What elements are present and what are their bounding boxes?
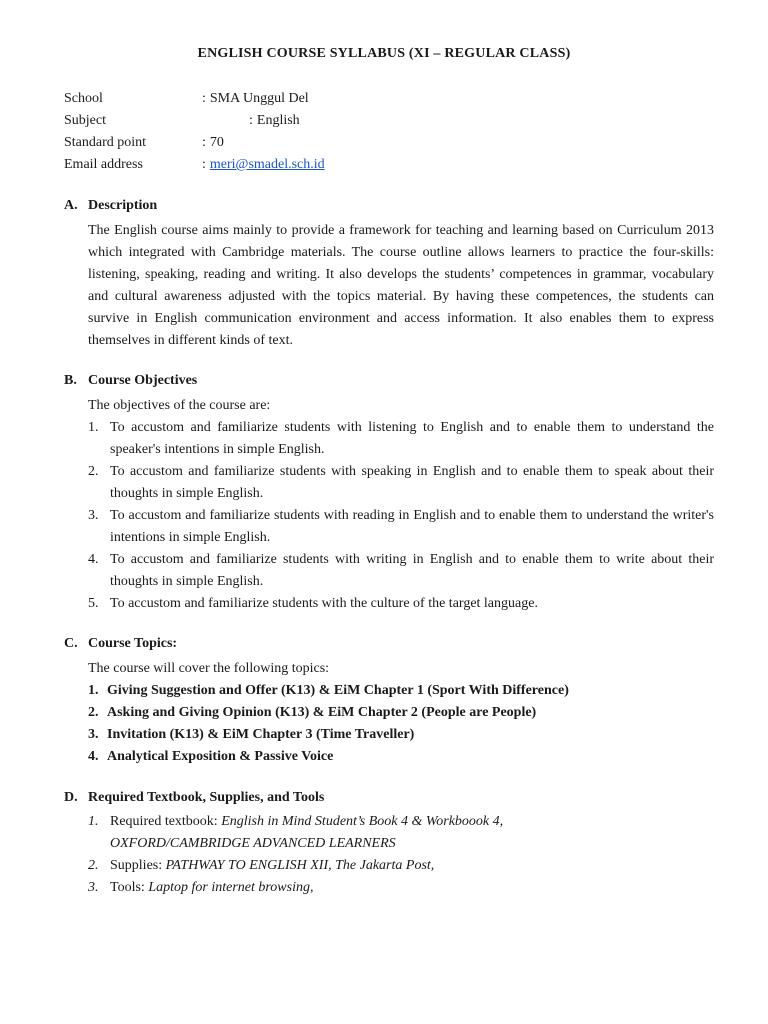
item-number: 1. <box>88 683 99 698</box>
item-label: Tools: <box>110 880 149 895</box>
item-text: Giving Suggestion and Offer (K13) & EiM Chapter 1 (Sport With Difference) <box>107 683 569 698</box>
item-number: 3. <box>88 727 99 742</box>
info-row-school <box>64 88 704 110</box>
item-text: Invitation (K13) & EiM Chapter 3 (Time Traveller) <box>107 727 415 742</box>
item-number: 2. <box>88 858 99 873</box>
section-d-heading <box>64 790 324 806</box>
item-text: To accustom and familiarize students with speaking in English and to enable them to speak about their thoughts in simple English. <box>110 464 714 501</box>
item-number: 3. <box>88 508 99 523</box>
item-number: 2. <box>88 705 99 720</box>
info-value-wrap <box>202 88 309 110</box>
list-item <box>88 549 714 593</box>
section-title: Course Objectives <box>88 373 198 388</box>
list-item <box>88 505 714 549</box>
section-title: Required Textbook, Supplies, and Tools <box>88 790 325 805</box>
info-row-standard-point <box>64 132 704 154</box>
section-b-heading <box>64 373 197 389</box>
list-item <box>88 593 714 615</box>
item-value-continued: OXFORD/CAMBRIDGE ADVANCED LEARNERS <box>110 836 396 851</box>
item-number: 1. <box>88 814 99 829</box>
item-text: Asking and Giving Opinion (K13) & EiM Chapter 2 (People are People) <box>107 705 537 720</box>
objectives-intro: The objectives of the course are: <box>88 398 271 413</box>
section-letter: A. <box>64 198 78 213</box>
topics-intro: The course will cover the following topics: <box>88 661 330 676</box>
info-label: Standard point <box>64 135 147 150</box>
list-item <box>88 680 569 702</box>
item-number: 4. <box>88 749 99 764</box>
colon: : <box>202 135 206 150</box>
item-number: 3. <box>88 880 99 895</box>
info-label: Email address <box>64 157 143 172</box>
section-title: Description <box>88 198 158 213</box>
info-value: English <box>256 113 300 128</box>
description-paragraph: The English course aims mainly to provide a framework for teaching and learning based on Curriculum 2013 which integrated with Cambridge materials. The course outline allows learners to practice the four-skills: listening, speaking, reading and writing. It also develops the students’ competences in grammar, vocabulary and cultural awareness adjusted with the topics material. By having these competences, the students can survive in English communication environment and access information. It also enables them to express themselves in different kinds of text. <box>88 223 714 348</box>
info-value-wrap <box>249 110 300 132</box>
item-label: Required textbook: <box>110 814 222 829</box>
item-number: 4. <box>88 552 99 567</box>
list-item <box>88 724 569 746</box>
item-label: Supplies: <box>110 858 166 873</box>
list-item <box>88 811 714 855</box>
item-text: Analytical Exposition & Passive Voice <box>107 749 334 764</box>
item-value: English in Mind Student’s Book 4 & Workboook 4, <box>221 814 504 829</box>
item-text: To accustom and familiarize students with reading in English and to enable them to understand the writer's intentions in simple English. <box>110 508 714 545</box>
item-text: To accustom and familiarize students with the culture of the target language. <box>110 596 538 611</box>
section-c-heading <box>64 636 177 652</box>
item-number: 2. <box>88 464 99 479</box>
info-label: Subject <box>64 113 106 128</box>
item-number: 1. <box>88 420 99 435</box>
list-item <box>88 417 714 461</box>
info-value-wrap <box>202 132 224 154</box>
section-a-heading <box>64 198 157 214</box>
item-text: To accustom and familiarize students with writing in English and to enable them to write about their thoughts in simple English. <box>110 552 714 589</box>
objectives-list <box>88 417 714 615</box>
email-link[interactable]: meri@smadel.sch.id <box>209 157 325 172</box>
item-value: PATHWAY TO ENGLISH XII, The Jakarta Post, <box>165 858 435 873</box>
info-value: SMA Unggul Del <box>209 91 309 106</box>
info-value: 70 <box>209 135 224 150</box>
textbook-list <box>88 811 714 899</box>
list-item <box>88 702 569 724</box>
topics-list <box>88 680 569 768</box>
item-text: To accustom and familiarize students with listening to English and to enable them to understand the speaker's intentions in simple English. <box>110 420 714 457</box>
info-value-wrap <box>202 154 325 176</box>
colon: : <box>202 157 206 172</box>
info-row-subject <box>64 110 704 132</box>
info-label: School <box>64 91 103 106</box>
section-title: Course Topics: <box>88 636 178 651</box>
info-row-email <box>64 154 704 176</box>
section-letter: D. <box>64 790 78 805</box>
section-letter: B. <box>64 373 77 388</box>
item-number: 5. <box>88 596 99 611</box>
list-item <box>88 877 714 899</box>
colon: : <box>202 91 206 106</box>
list-item <box>88 461 714 505</box>
list-item <box>88 746 569 768</box>
list-item <box>88 855 714 877</box>
document-title: ENGLISH COURSE SYLLABUS (XI – REGULAR CLASS) <box>197 46 571 61</box>
info-block <box>64 88 704 176</box>
colon: : <box>249 113 253 128</box>
section-letter: C. <box>64 636 78 651</box>
item-value: Laptop for internet browsing, <box>148 880 314 895</box>
